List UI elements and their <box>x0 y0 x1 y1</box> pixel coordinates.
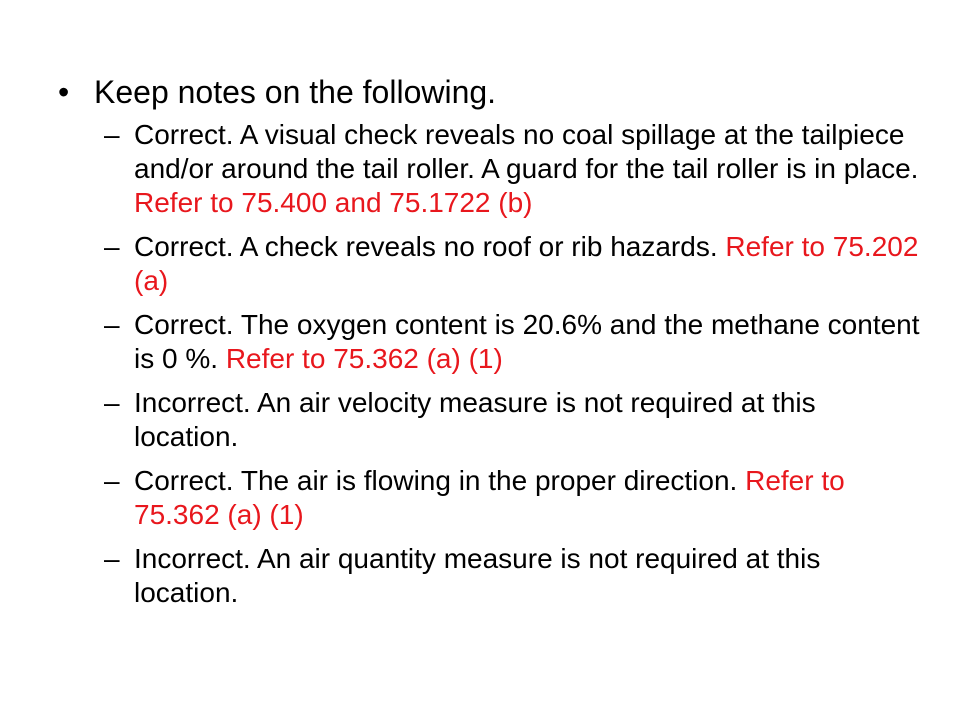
item-text: Incorrect. An air quantity measure is not required at this location. <box>134 543 821 608</box>
item-reference: Refer to 75.400 and 75.1722 (b) <box>134 187 533 218</box>
dash-marker: – <box>104 543 120 574</box>
list-item <box>104 386 924 454</box>
dash-marker: – <box>104 309 120 340</box>
list-item <box>104 308 924 376</box>
item-reference: Refer to 75.362 (a) (1) <box>134 465 845 530</box>
item-reference: Refer to 75.202 (a) <box>134 231 919 296</box>
item-text: Correct. A visual check reveals no coal spillage at the tailpiece and/or around the tail roller. A guard for the tail roller is in place. <box>134 119 919 184</box>
item-text: Correct. The air is flowing in the proper direction. <box>134 465 746 496</box>
main-bullet-text: Keep notes on the following. <box>94 74 497 110</box>
item-reference: Refer to 75.362 (a) (1) <box>225 343 503 374</box>
list-item <box>104 230 924 298</box>
bullet-marker: • <box>58 74 70 110</box>
dash-marker: – <box>104 465 120 496</box>
dash-marker: – <box>104 387 120 418</box>
notes-list <box>104 118 924 620</box>
list-item <box>104 118 924 220</box>
item-text: Correct. The oxygen content is 20.6% and the methane content is 0 %. <box>134 309 920 374</box>
dash-marker: – <box>104 119 120 150</box>
item-text: Correct. A check reveals no roof or rib hazards. <box>134 231 726 262</box>
list-item <box>104 464 924 532</box>
item-text: Incorrect. An air velocity measure is not required at this location. <box>134 387 816 452</box>
dash-marker: – <box>104 231 120 262</box>
list-item <box>104 542 924 610</box>
